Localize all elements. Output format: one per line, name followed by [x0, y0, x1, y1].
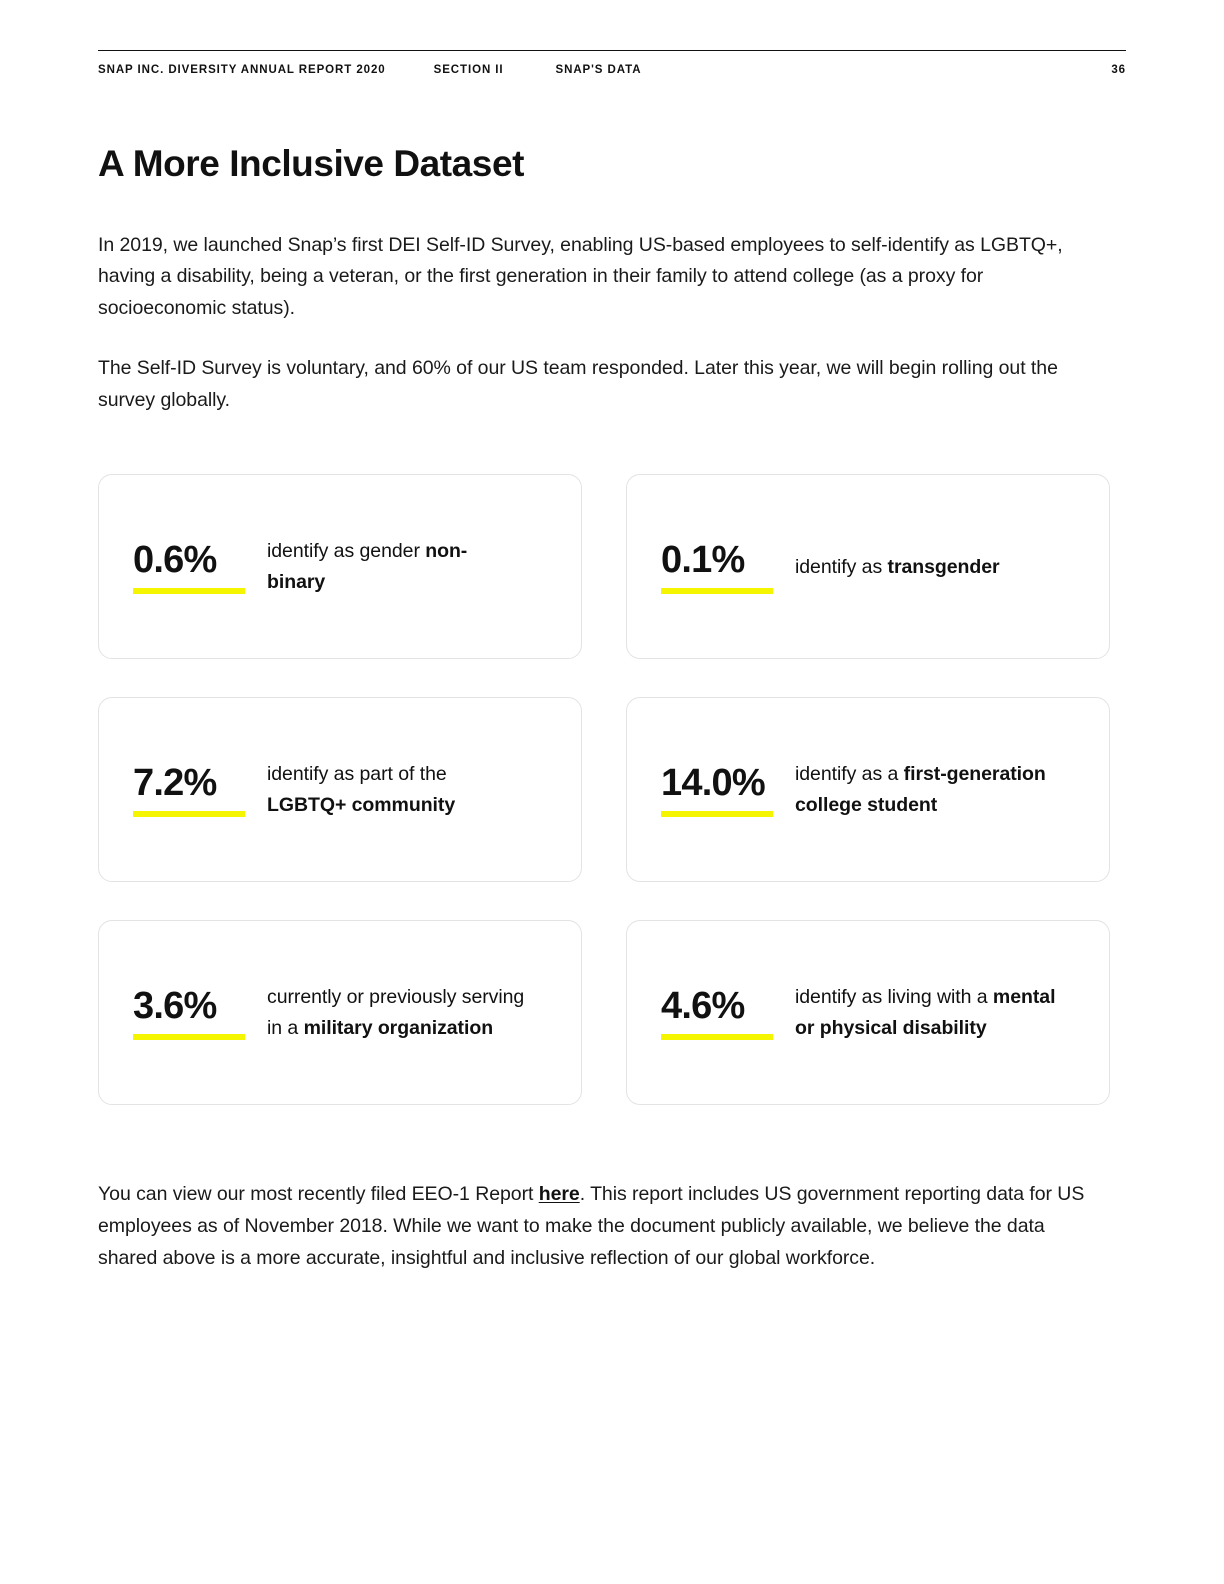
stat-label-plain: identify as a [795, 763, 904, 786]
stat-value: 14.0% [661, 761, 765, 804]
stat-card [98, 920, 582, 1105]
stat-card [626, 474, 1110, 659]
stat-card [98, 697, 582, 882]
stat-value: 0.1% [661, 538, 745, 581]
stat-value: 3.6% [133, 984, 217, 1027]
header-report-title: SNAP INC. DIVERSITY ANNUAL REPORT 2020 [98, 64, 386, 76]
stat-underline-accent [661, 1034, 773, 1040]
stat-label-plain: identify as [795, 555, 888, 578]
footer-text-before-link: You can view our most recently filed EEO-1 Report [98, 1183, 539, 1206]
page-header [98, 51, 1126, 76]
stat-value: 4.6% [661, 984, 745, 1027]
header-subsection-label: SNAP'S DATA [555, 64, 642, 76]
stat-label [263, 759, 513, 821]
stat-label [791, 982, 1056, 1044]
stat-value-group [133, 540, 263, 595]
eeo1-report-link[interactable]: here [538, 1183, 580, 1206]
stat-label [791, 759, 1075, 821]
stat-underline-accent [133, 1034, 245, 1040]
page-number: 36 [1111, 64, 1126, 76]
stat-value-group [133, 986, 263, 1041]
stat-label [263, 982, 528, 1044]
stat-card [626, 920, 1110, 1105]
stat-value-group [661, 540, 791, 595]
stat-label-emphasis: mental or physical disability [795, 986, 1056, 1039]
header-section-label: SECTION II [433, 64, 504, 76]
stat-label-emphasis: transgender [887, 555, 1000, 578]
stat-underline-accent [133, 811, 245, 817]
stat-label-plain: identify as part of the [267, 763, 447, 786]
secondary-paragraph: The Self-ID Survey is voluntary, and 60% of our US team responded. Later this year, we will begin rolling out the survey globally. [98, 357, 1058, 411]
stat-label-emphasis: LGBTQ+ community [267, 793, 456, 816]
stat-label-emphasis: military organization [303, 1016, 494, 1039]
page-title: A More Inclusive Dataset [98, 143, 524, 184]
footer-text-after-link: . This report includes US government reporting data for US employees as of November 2018. While we want to make the document publicly available, we believe the data shared above is a more accurate, insightful and inclusive reflection of our global workforce. [98, 1183, 1085, 1269]
intro-paragraph: In 2019, we launched Snap’s first DEI Self-ID Survey, enabling US-based employees to self-identify as LGBTQ+, having a disability, being a veteran, or the first generation in their family to attend college (as a proxy for socioeconomic status). [98, 233, 1063, 319]
stat-card-grid [98, 474, 1110, 1105]
stat-label-emphasis: non-binary [267, 540, 468, 593]
stat-label-plain: currently or previously serving in a [267, 986, 525, 1039]
stat-label [263, 536, 503, 598]
stat-value-group [661, 763, 791, 818]
stat-card [626, 697, 1110, 882]
footer-paragraph [98, 1179, 1098, 1274]
stat-underline-accent [661, 811, 773, 817]
stat-card [98, 474, 582, 659]
stat-label-emphasis: first-generation college student [795, 763, 1046, 816]
stat-label-plain: identify as living with a [795, 986, 993, 1009]
stat-underline-accent [661, 588, 773, 594]
stat-value: 7.2% [133, 761, 217, 804]
stat-value-group [661, 986, 791, 1041]
stat-value-group [133, 763, 263, 818]
stat-label-plain: identify as gender [267, 540, 426, 563]
stat-underline-accent [133, 588, 245, 594]
stat-label [791, 552, 1000, 583]
stat-value: 0.6% [133, 538, 217, 581]
